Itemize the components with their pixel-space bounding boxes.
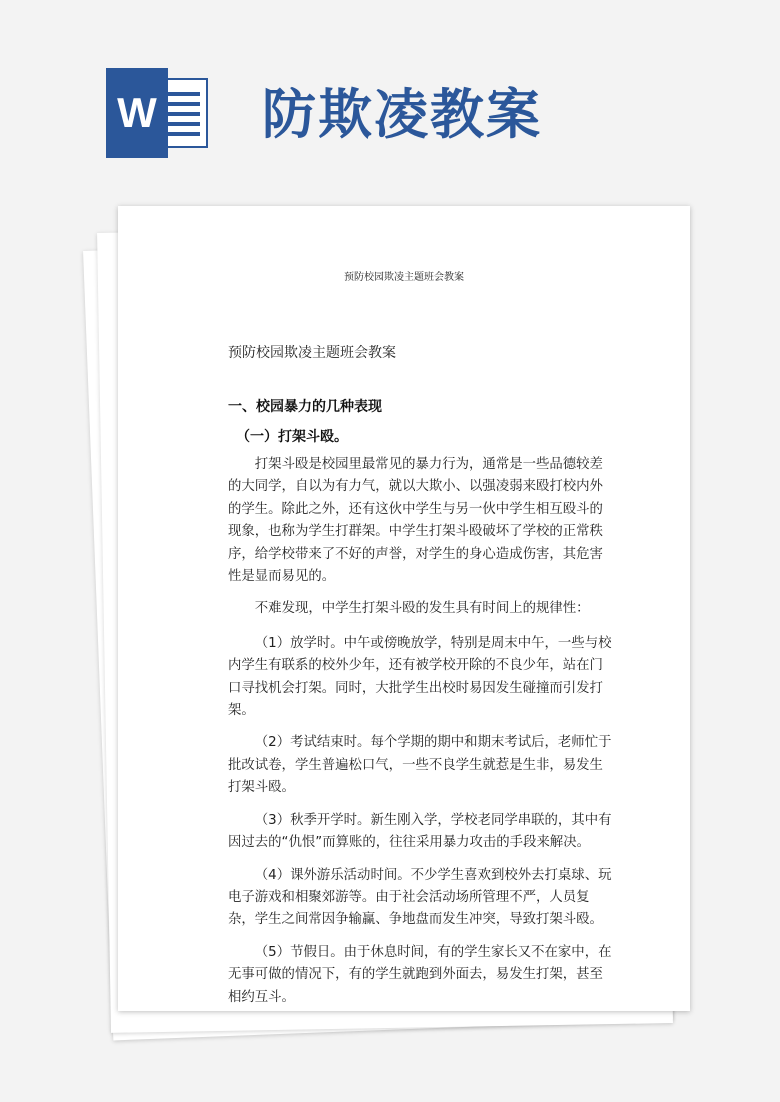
paragraph: 不难发现，中学生打架斗殴的发生具有时间上的规律性： bbox=[254, 601, 590, 617]
word-logo-badge: W bbox=[106, 68, 168, 158]
paragraph: （2）考试结束时。每个学期的期中和期末考试后，老师忙于批改试卷，学生普遍松口气，一些不良学生就惹是生非，易发生打架斗殴。 bbox=[228, 735, 612, 796]
banner-title: 防欺凌教案 bbox=[262, 82, 542, 146]
document-title: 预防校园欺凌主题班会教案 bbox=[228, 345, 396, 361]
paragraph: （4）课外游乐活动时间。不少学生喜欢到校外去打桌球、玩电子游戏和相聚郊游等。由于社会活动场所管理不严，人员复杂，学生之间常因争输赢、争地盘而发生冲突，导致打架斗殴。 bbox=[228, 867, 612, 928]
word-logo-icon bbox=[106, 68, 210, 158]
paragraph: 打架斗殴是校园里最常见的暴力行为，通常是一些品德较差的大同学，自以为有力气，就以大欺小、以强凌弱来殴打校内外的学生。除此之外，还有这伙中学生与另一伙中学生相互殴斗的现象，也称为学生打群架。中学生打架斗殴破坏了学校的正常秩序，给学校带来了不好的声誉，对学生的身心造成伤害，其危害性是显而易见的。 bbox=[228, 457, 603, 585]
subsection-heading: （一）打架斗殴。 bbox=[236, 429, 348, 445]
document-body bbox=[228, 454, 612, 1019]
section-heading: 一、校园暴力的几种表现 bbox=[228, 399, 382, 415]
paragraph: （1）放学时。中午或傍晚放学，特别是周末中午，一些与校内学生有联系的校外少年，还有被学校开除的不良少年，站在门口寻找机会打架。同时，大批学生出校时易因发生碰撞而引发打架。 bbox=[228, 635, 612, 719]
paragraph: （3）秋季开学时。新生刚入学，学校老同学串联的，其中有因过去的“仇恨”而算账的，往往采用暴力攻击的手段来解决。 bbox=[228, 812, 612, 851]
paragraph: （5）节假日。由于休息时间，有的学生家长又不在家中，在无事可做的情况下，有的学生就跑到外面去，易发生打架，甚至相约互斗。 bbox=[228, 944, 612, 1005]
page-header: 预防校园欺凌主题班会教案 bbox=[344, 272, 464, 283]
document-page bbox=[118, 206, 690, 1011]
